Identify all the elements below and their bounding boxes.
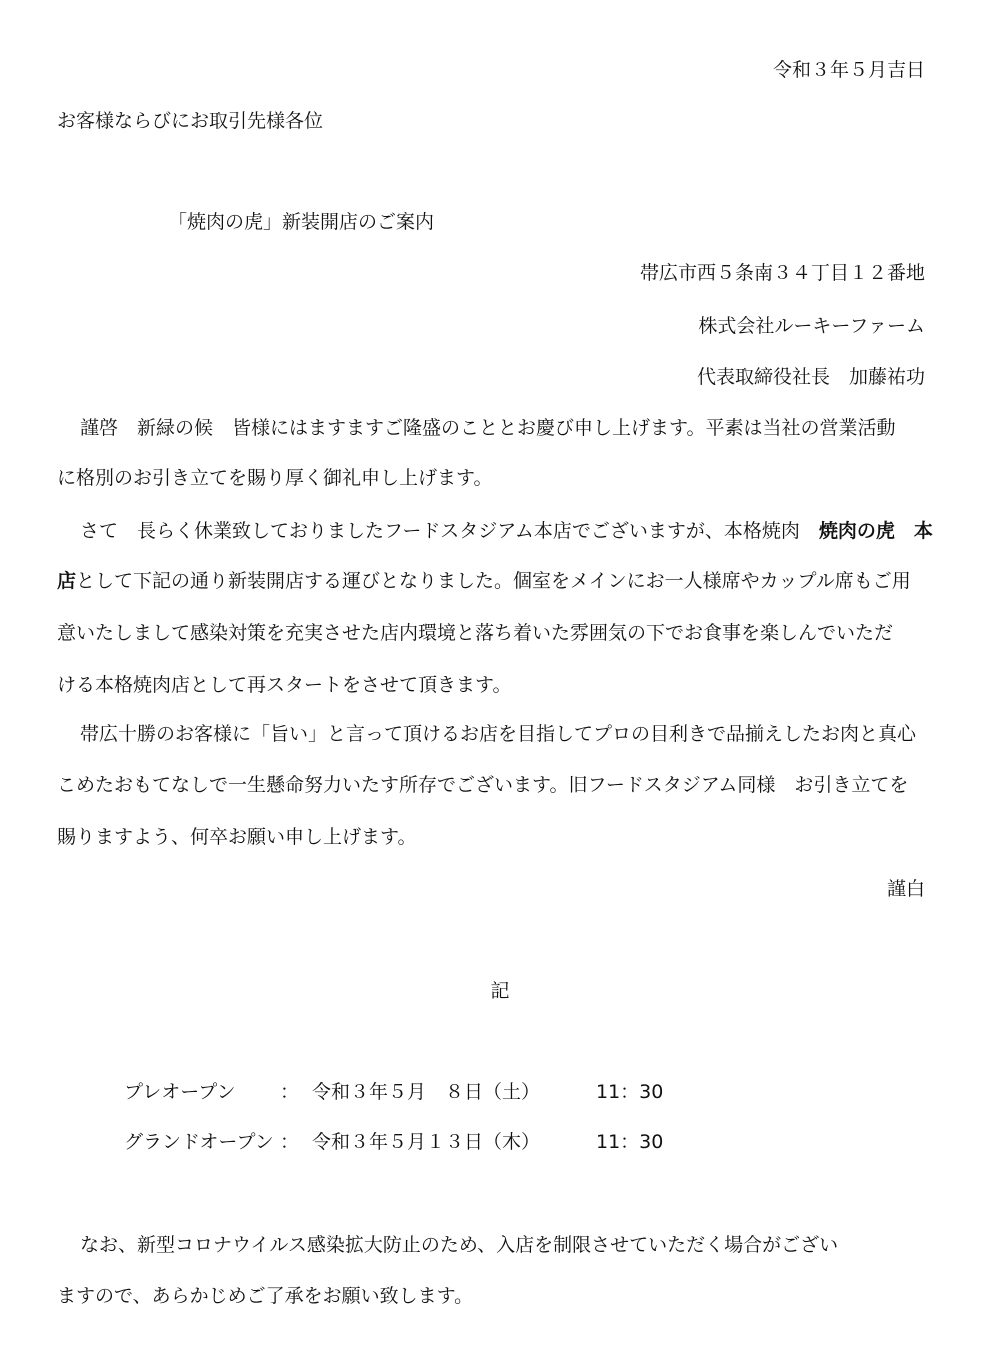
schedule-date: 令和３年５月 ８日（土） <box>312 1081 541 1103</box>
schedule-colon: ： <box>280 1081 300 1103</box>
paragraph-3-line-3: 賜りますよう、何卒お願い申し上げます。 <box>57 826 417 848</box>
document-date: 令和３年５月吉日 <box>772 59 925 81</box>
notes-heading: 記 <box>490 980 510 1002</box>
schedule-label: グランドオープン <box>124 1131 274 1153</box>
addressee: お客様ならびにお取引先様各位 <box>57 110 324 132</box>
schedule-row-pre-open <box>0 1079 1000 1105</box>
closing-remark: 謹白 <box>886 878 925 900</box>
paragraph-1-line-2: に格別のお引き立てを賜り厚く御礼申し上げます。 <box>57 467 493 489</box>
schedule-colon: ： <box>280 1131 300 1153</box>
paragraph-3-line-1: 帯広十勝のお客様に「旨い」と言って頂けるお店を目指してプロの目利きで品揃えしたお肉と真心 <box>80 723 917 745</box>
sender-representative: 代表取締役社長 加藤祐功 <box>696 366 925 388</box>
remark-line-1: なお、新型コロナウイルス感染拡大防止のため、入店を制限させていただく場合がござい <box>80 1234 839 1256</box>
schedule-row-grand-open <box>0 1129 1000 1155</box>
sender-company: 株式会社ルーキーファーム <box>698 315 925 337</box>
paragraph-2-line-4: ける本格焼肉店として再スタートをさせて頂きます。 <box>57 674 512 696</box>
paragraph-2-line-2 <box>57 568 911 594</box>
paragraph-2-text: さて 長らく休業致しておりましたフードスタジアム本店でございますが、本格焼肉 <box>80 520 819 542</box>
remark-line-2: ますので、あらかじめご了承をお願い致します。 <box>57 1285 474 1307</box>
schedule-time: 11：30 <box>596 1131 664 1153</box>
schedule-label: プレオープン <box>124 1081 236 1103</box>
document-title: 「焼肉の虎」新装開店のご案内 <box>168 211 435 233</box>
paragraph-3-line-2: こめたおもてなしで一生懸命努力いたす所存でございます。旧フードスタジアム同様 お引き立てを <box>57 774 909 796</box>
store-name-bold-cont: 店 <box>57 570 77 592</box>
paragraph-1-line-1: 謹啓 新緑の候 皆様にはますますご隆盛のこととお慶び申し上げます。平素は当社の営業活動 <box>80 417 896 439</box>
store-name-bold: 焼肉の虎 本 <box>818 520 933 542</box>
schedule-time: 11：30 <box>596 1081 664 1103</box>
paragraph-2-line-3: 意いたしまして感染対策を充実させた店内環境と落ち着いた雰囲気の下でお食事を楽しんでいただ <box>57 622 894 644</box>
paragraph-2-line-1 <box>80 518 933 544</box>
sender-address: 帯広市西５条南３４丁目１２番地 <box>639 262 925 284</box>
paragraph-2-text-cont: として下記の通り新装開店する運びとなりました。個室をメインにお一人様席やカップル席もご用 <box>76 570 911 592</box>
schedule-date: 令和３年５月１３日（木） <box>312 1131 541 1153</box>
